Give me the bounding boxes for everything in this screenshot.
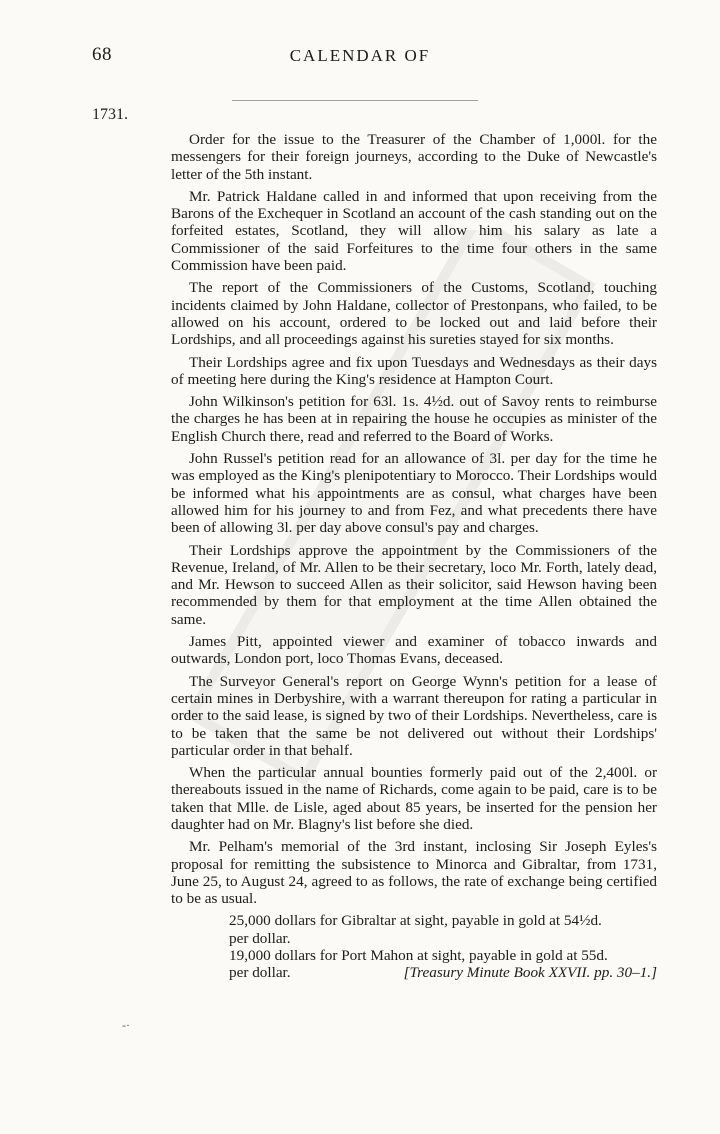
paragraph: Their Lordships approve the appointment by the Commissioners of the Revenue, Ireland, of Mr. Allen to be their secretary, loco Mr. Forth, lately dead, and Mr. Hewson to succeed Allen as their solicitor, said Hewson having been recommended by them for that employment at the time Allen obtained the same. [171,541,657,628]
source-reference: [Treasury Minute Book XXVII. pp. 30–1.] [403,964,657,982]
paragraph: The Surveyor General's report on George Wynn's petition for a lease of certain mines in Derbyshire, with a warrant thereupon for rating a particular in order to the said lease, is signed by two of their Lordships. Nevertheless, care is to be taken that the same be not delivered out without their Lordships' particular order in that behalf. [171,672,657,759]
paragraph: James Pitt, appointed viewer and examiner of tobacco inwards and outwards, London port, loco Thomas Evans, deceased. [171,633,657,668]
entry-continuation: per dollar. [229,964,291,982]
remittance-entry-port-mahon [171,947,657,982]
paragraph: When the particular annual bounties formerly paid out of the 2,400l. or thereabouts issued in the name of Richards, come again to be paid, care is to be taken that Mlle. de Lisle, aged about 85 years, be inserted for the pension her daughter had on Mr. Blagny's list before she died. [171,764,657,833]
paragraph: Their Lordships agree and fix upon Tuesdays and Wednesdays as their days of meeting here during the King's residence at Hampton Court. [171,353,657,388]
entry-text: 25,000 dollars for Gibraltar at sight, payable in gold at 54½d. [229,912,602,930]
remittance-entry-gibraltar [171,912,657,947]
margin-year: 1731. [92,106,128,123]
margin-mark: -· [122,1018,130,1032]
header-rule [232,100,478,101]
paragraph: Order for the issue to the Treasurer of the Chamber of 1,000l. for the messengers for their foreign journeys, according to the Duke of Newcastle's letter of the 5th instant. [171,131,657,183]
paragraph: Mr. Pelham's memorial of the 3rd instant, inclosing Sir Joseph Eyles's proposal for remitting the subsistence to Minorca and Gibraltar, from 1731, June 25, to August 24, agreed to as follows, the rate of exchange being certified to be as usual. [171,838,657,908]
entry-continuation: per dollar. [229,929,291,947]
entry-text: 19,000 dollars for Port Mahon at sight, payable in gold at 55d. [229,947,608,965]
paragraph: John Wilkinson's petition for 63l. 1s. 4½d. out of Savoy rents to reimburse the charges he has been at in repairing the house he occupies as minister of the English Church there, read and referred to the Board of Works. [171,393,657,445]
paragraph: John Russel's petition read for an allowance of 3l. per day for the time he was employed as the King's plenipotentiary to Morocco. Their Lordships would be informed what his appointments are as consul, what charges have been allowed him for his journey to and from Fez, and what precedents there have been of allowing 3l. per day above consul's pay and charges. [171,450,657,537]
running-title: CALENDAR OF [289,46,431,65]
paragraph: Mr. Patrick Haldane called in and informed that upon receiving from the Barons of the Exchequer in Scotland an account of the cash standing out on the forfeited estates, Scotland, they will allow him his salary as late a Commissioner of the said Forfeitures to the time four others in the same Commission have been paid. [171,187,657,275]
paragraph: The report of the Commissioners of the Customs, Scotland, touching incidents claimed by John Haldane, collector of Prestonpans, who failed, to be allowed on his account, ordered to be locked out and laid before their Lordships, and all proceedings against his sureties stayed for six months. [171,279,657,349]
page-number: 68 [92,44,112,65]
body-text [171,125,657,982]
